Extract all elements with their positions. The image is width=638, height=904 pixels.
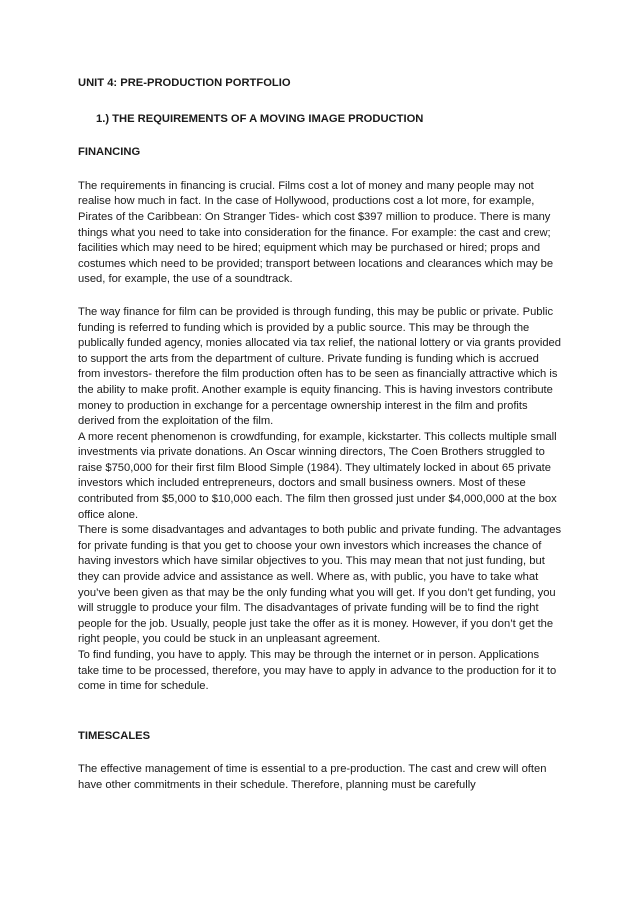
financing-paragraph-3: A more recent phenomenon is crowdfunding, for example, kickstarter. This collects multiple small investments via private donations. An Oscar winning directors, The Coen Brothers struggled to raise $750,000 for their first film Blood Simple (1984). They ultimately locked in about 65 private investors which included entrepreneurs, doctors and small business owners. Most of these contributed from $5,000 to $10,000 each. The film then grossed just under $4,000,000 at the box office alone. (78, 430, 557, 521)
financing-paragraph-2: The way finance for film can be provided is through funding, this may be public or private. Public funding is referred to funding which is provided by a public source. This may be through the publically funded agency, monies allocated via tax relief, the national lottery or via grants provided to support the arts from the department of culture. Private funding is funding which is accrued from investors- therefore the film production often has to be seen as financially attractive which is the ability to make profit. Another example is equity financing. This is having investors contribute money to production in exchange for a percentage ownership interest in the film and profits derived from the exploitation of the film. (78, 305, 561, 428)
financing-paragraph-5: To find funding, you have to apply. This may be through the internet or in person. Applications take time to be processed, therefore, you may have to apply in advance to the production for it to come in time for schedule. (78, 649, 557, 693)
financing-paragraph-1: The requirements in financing is crucial. Films cost a lot of money and many people may not realise how much in fact. In the case of Hollywood, productions cost a lot more, for example, Pirates of the Caribbean: On Stranger Tides- which cost $397 million to produce. There is many things what you need to take into consideration for the finance. For example: the cast and crew; facilities which may need to be hired; equipment which may be purchased or hired; props and costumes which need to be provided; transport between locations and clearances which may be used, for example, the use of a soundtrack. (78, 179, 554, 286)
document-page (78, 76, 562, 794)
section-title: 1.) THE REQUIREMENTS OF A MOVING IMAGE PRODUCTION (96, 112, 424, 125)
financing-paragraph-4: There is some disadvantages and advantages to both public and private funding. The advantages for private funding is that you get to choose your own investors which increases the chance of having investors which have similar objectives to you. This may mean that not just funding, but they can provide advice and assistance as well. Where as, with public, you have to take what you’ve been given as that may be the only funding what you will get. If you don’t get funding, you will struggle to produce your film. The disadvantages of private funding will be to find the right people for the job. Usually, people just take the offer as it is money. However, if you don’t get the right people, you could be stuck in an unpleasant agreement. (78, 524, 562, 646)
timescales-heading: TIMESCALES (78, 729, 151, 742)
unit-title: UNIT 4: PRE-PRODUCTION PORTFOLIO (78, 77, 291, 89)
financing-heading: FINANCING (78, 146, 141, 159)
timescales-paragraph-1: The effective management of time is essential to a pre-production. The cast and crew will often have other commitments in their schedule. Therefore, planning must be carefully (78, 763, 547, 791)
